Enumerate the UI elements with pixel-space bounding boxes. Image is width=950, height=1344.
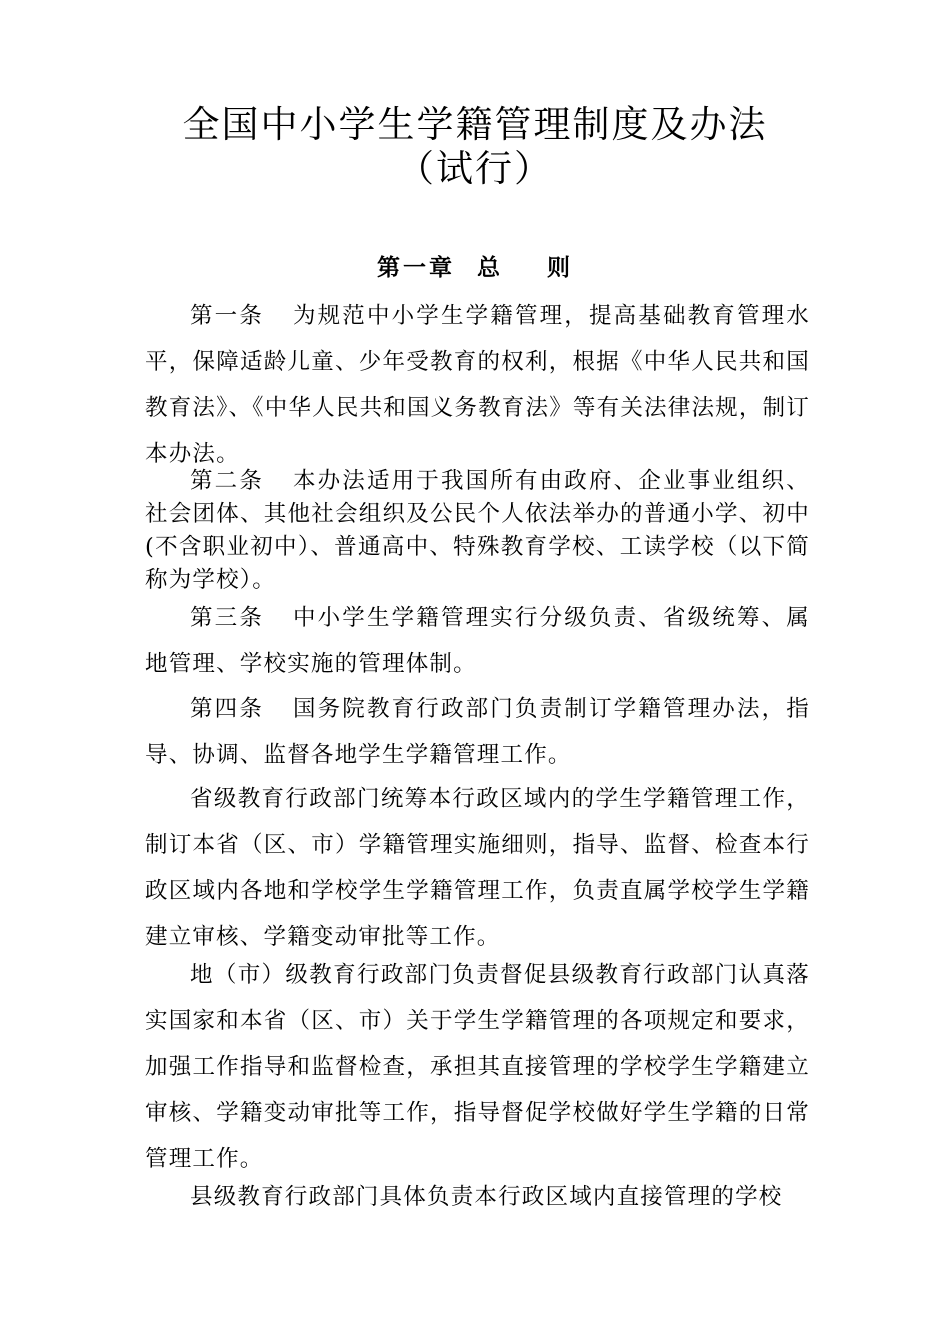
article-1-label: 第一条 bbox=[190, 303, 264, 329]
article-3 bbox=[145, 595, 810, 687]
article-2-text: 本办法适用于我国所有由政府、企业事业组织、社会团体、其他社会组织及公民个人依法举办的普通小学、初中(不含职业初中）、普通高中、特殊教育学校、工读学校（以下简称为学校）。 bbox=[145, 468, 810, 593]
paragraph-county bbox=[145, 1174, 810, 1220]
article-1-text: 为规范中小学生学籍管理，提高基础教育管理水平，保障适龄儿童、少年受教育的权利，根据《中华人民共和国教育法》、《中华人民共和国义务教育法》等有关法律法规，制订本办法。 bbox=[145, 303, 810, 467]
paragraph-prefectural-text: 地（市）级教育行政部门负责督促县级教育行政部门认真落实国家和本省（区、市）关于学生学籍管理的各项规定和要求，加强工作指导和监督检查，承担其直接管理的学校学生学籍建立审核、学籍变动审批等工作，指导督促学校做好学生学籍的日常管理工作。 bbox=[145, 962, 810, 1172]
article-2 bbox=[145, 465, 810, 597]
paragraph-prefectural bbox=[145, 952, 810, 1182]
article-4-text: 国务院教育行政部门负责制订学籍管理办法，指导、协调、监督各地学生学籍管理工作。 bbox=[145, 696, 810, 768]
article-4-label: 第四条 bbox=[190, 696, 264, 722]
document-subtitle: （试行） bbox=[397, 147, 553, 190]
document-title: 全国中小学生学籍管理制度及办法 bbox=[182, 103, 768, 146]
article-1 bbox=[145, 293, 810, 477]
article-2-label: 第二条 bbox=[190, 468, 264, 494]
paragraph-provincial bbox=[145, 776, 810, 960]
paragraph-county-text: 县级教育行政部门具体负责本行政区域内直接管理的学校 bbox=[190, 1184, 783, 1210]
article-4 bbox=[145, 686, 810, 778]
article-3-text: 中小学生学籍管理实行分级负责、省级统筹、属地管理、学校实施的管理体制。 bbox=[145, 605, 810, 677]
chapter-heading: 第一章 总 则 bbox=[376, 255, 574, 281]
paragraph-provincial-text: 省级教育行政部门统筹本行政区域内的学生学籍管理工作，制订本省（区、市）学籍管理实施细则，指导、监督、检查本行政区域内各地和学校学生学籍管理工作，负责直属学校学生学籍建立审核、学籍变动审批等工作。 bbox=[145, 786, 810, 950]
article-3-label: 第三条 bbox=[190, 605, 264, 631]
